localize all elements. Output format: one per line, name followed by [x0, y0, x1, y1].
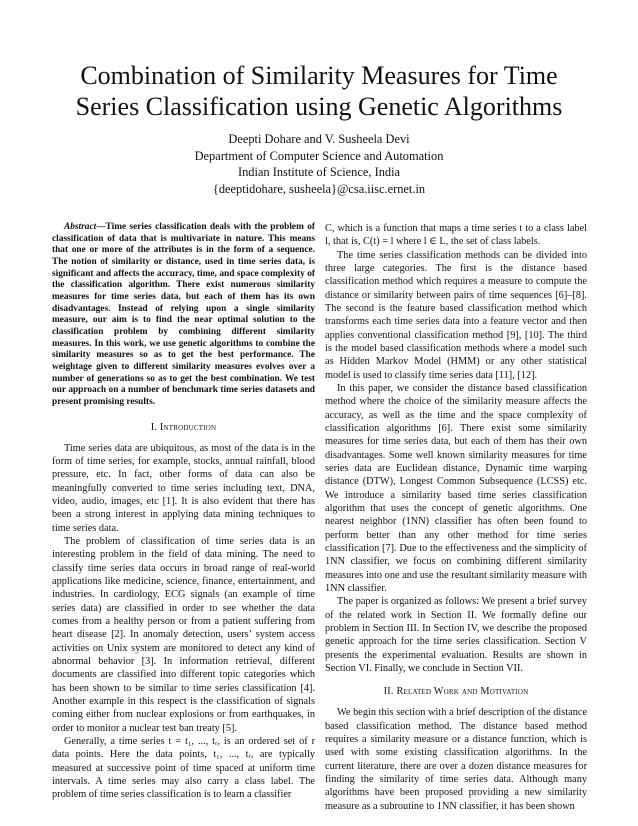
section-numeral: II.	[383, 686, 397, 698]
intro-continued-paragraph: C, which is a function that maps a time series t to a class label l, that is, C(t) = l where l ∈ L, the set of class labels.	[325, 223, 587, 248]
intro-paragraph-5: In this paper, we consider the distance based classification method where the choice of the similarity measure affects the accuracy, as well as the time and the space complexity of classification algorithms [6]. There exist some similarity measures for time series data, but each of them has their own disadvantages. Some well known similarity measures for time series data are Euclidean distance, Dynamic time warping distance (DTW), Longest Common Subsequence (LCSS) etc. We introduce a similarity based time series classification algorithm that uses the concept of genetic algorithms. One nearest neighbor (1NN) classifier has often been found to perform better than any other method for time series classification [7]. Due to the effectiveness and the simplicity of 1NN classifier, we focus on combining different similarity measures into one and use the resultant similarity measure with 1NN classifier.	[325, 382, 587, 594]
related-work-paragraph-1: We begin this section with a brief description of the distance based classification method. The distance based method requires a similarity measure or a distance function, which is used with some existing classification algorithms. In the current literature, there are over a dozen distance measures for finding the similarity of time series data. Although many algorithms have been proposed providing a new similarity measure as a subroutine to 1NN classifier, it has been shown	[325, 707, 587, 812]
affiliation-department: Department of Computer Science and Automation	[194, 148, 444, 163]
paper-title-line-2: Series Classification using Genetic Algorithms	[75, 92, 563, 121]
section-title: Related Work and Motivation	[396, 686, 529, 698]
intro-paragraph-2: The problem of classification of time series data is an interesting problem in the field of data mining. The need to classify time series data occurs in broad range of real-world applications like medicine, science, finance, entertainment, and industries. In cardiology, ECG signals (an example of time series data) are classified in order to see whether the data comes from a healthy person or from a patient suffering from heart disease [2]. In anomaly detection, users’ system access activities on Unix system are monitored to detect any kind of abnormal behavior [3]. In information retrieval, different documents are classified into different topic categories which has been shown to be similar to time series classification [4]. Another example in this respect is the classification of signals coming either from nuclear explosions or from earthquakes, in order to monitor a nuclear test ban treaty [5].	[52, 536, 315, 734]
paper-title	[0, 60, 638, 122]
abstract-heading: Abstract	[64, 222, 97, 232]
author-names: Deepti Dohare and V. Susheela Devi	[228, 132, 410, 146]
abstract	[52, 222, 315, 409]
section-numeral: I.	[150, 421, 160, 433]
paper-title-line-1: Combination of Similarity Measures for Time	[80, 61, 558, 90]
abstract-body: —Time series classification deals with the problem of classification of data that is multivariate in nature. This means that one or more of the attributes is in the form of a sequence. The notion of similarity or distance, used in time series data, is significant and affects the accuracy, time, and space complexity of the classification algorithm. There exist numerous similarity measures for time series data, but each of them has its own disadvantages. Instead of relying upon a single similarity measure, our aim is to find the near optimal solution to the classification problem by combining different similarity measures. In this work, we use genetic algorithms to combine the similarity measures so as to get the best performance. The weightage given to different similarity measures evolves over a number of generations so as to get the best combination. We test our approach on a number of benchmark time series datasets and present promising results.	[52, 222, 315, 407]
left-column	[52, 222, 315, 802]
author-emails: {deeptidohare, susheela}@csa.iisc.ernet.in	[212, 181, 426, 196]
right-column	[325, 222, 587, 813]
intro-paragraph-3: Generally, a time series t = t₁, ..., tᵣ, is an ordered set of r data points. Here the data points, t₁, ..., tᵣ, are typically measured at successive point of time spaced at uniform time intervals. A time series may also carry a class label. The problem of time series classification is to learn a classifier	[52, 736, 315, 801]
section-heading-related-work	[325, 685, 587, 698]
affiliation-institute: Indian Institute of Science, India	[237, 165, 401, 179]
intro-paragraph-1: Time series data are ubiquitous, as most of the data is in the form of time series, for example, stocks, annual rainfall, blood pressure, etc. In fact, other forms of data can also be meaningfully converted to time series including text, DNA, video, audio, images, etc [1]. It is also evident that there has been a strong interest in applying data mining techniques to time series data.	[52, 442, 315, 534]
intro-paragraph-4: The time series classification methods can be divided into three large categories. The first is the distance based classification method which requires a measure to compute the distance or similarity between pairs of time sequences [6]–[8]. The second is the feature based classification method which transforms each time series data into a feature vector and then applies conventional classification method [9], [10]. The third is the model based classification methods where a model such as Hidden Markov Model (HMM) or any other statistical model is used to classify time series data [11], [12].	[325, 249, 587, 381]
author-block	[0, 131, 638, 197]
section-heading-introduction	[52, 421, 315, 434]
section-title: Introduction	[159, 421, 217, 433]
intro-paragraph-6: The paper is organized as follows: We present a brief survey of the related work in Section II. We formally define our problem in Section III. In Section IV, we describe the proposed genetic approach for the time series classification. Section V presents the experimental evaluation. Results are shown in Section VI. Finally, we conclude in Section VII.	[325, 596, 587, 674]
